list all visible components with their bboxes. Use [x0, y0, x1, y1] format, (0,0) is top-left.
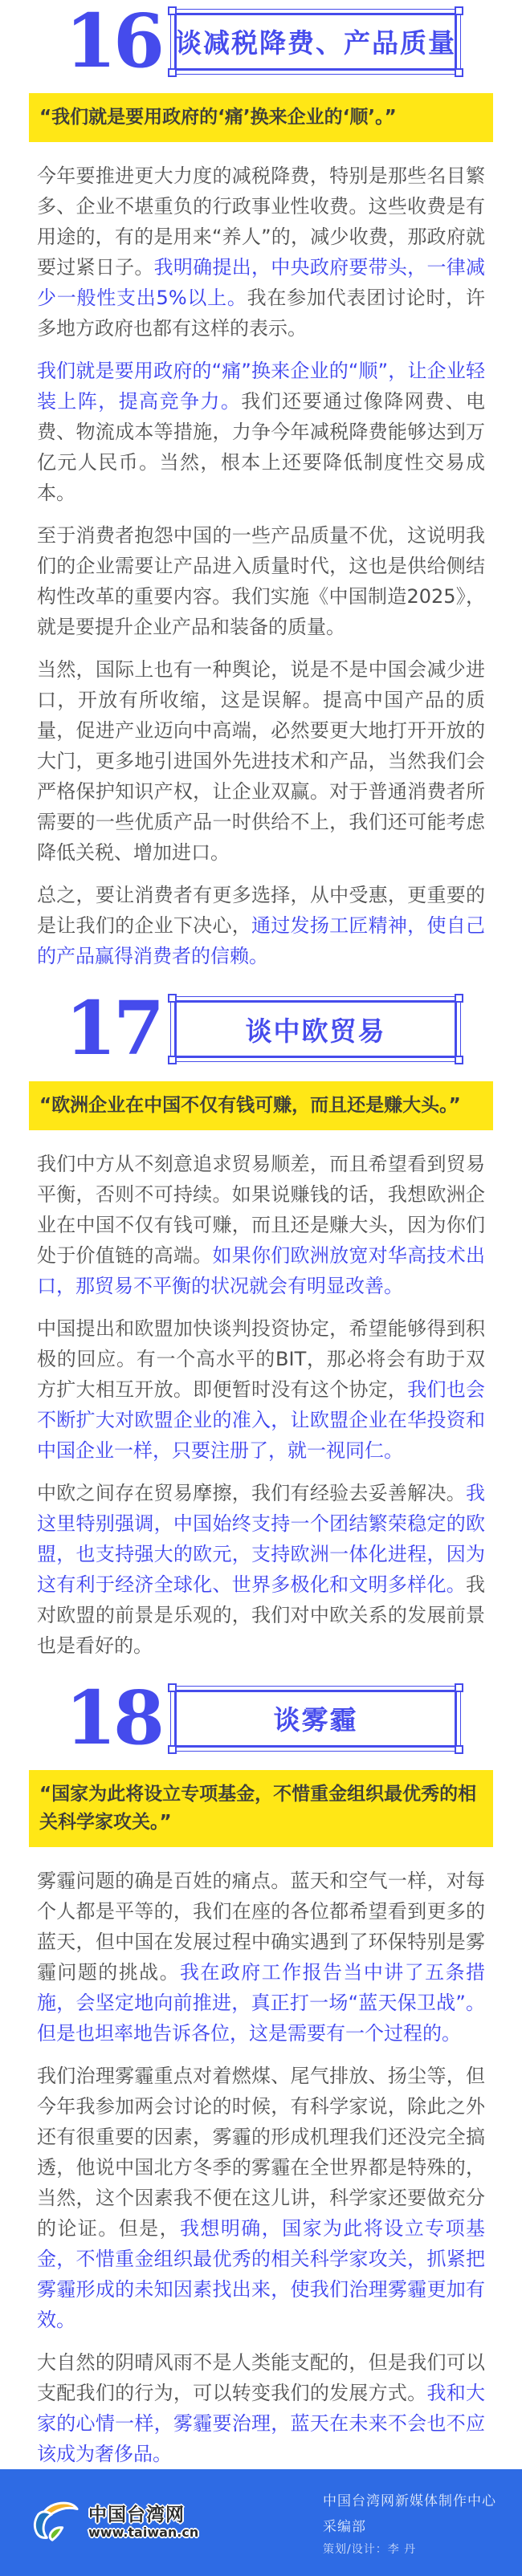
section-16-paragraphs — [0, 161, 522, 971]
emphasis-text-run: 我们也会不断扩大对欧盟企业的准入，让欧盟企业在华投资和中国企业一样，只要注册了，就一视同仁。 — [37, 1378, 486, 1462]
section-16-header — [0, 0, 522, 84]
paragraph — [0, 520, 522, 642]
logo-site-name: 中国台湾网 — [88, 2505, 185, 2526]
body-text-run: 我们治理雾霾重点对着燃煤、尾气排放、扬尘等，但今年我参加两会讨论的时候，有科学家说，除此之外还有很重要的因素，雾霾的形成机理我们还没完全搞透，他说中国北方冬季的雾霾在全世界都是特殊的，当然，这个因素我不便在这儿讲，科学家还要做充分的论证。但是， — [37, 2065, 485, 2240]
section-18-title: 谈雾霾 — [273, 1704, 358, 1736]
emphasis-text-run: 通过发扬工匠精神，使自己的产品赢得消费者的信赖。 — [37, 914, 485, 968]
section-16-quote-banner: “我们就是要用政府的‘痛’换来企业的‘顺’。” — [29, 93, 493, 142]
body-text-run: 当然，国际上也有一种舆论，说是不是中国会减少进口，开放有所收缩，这是误解。提高中国产品的质量，促进产业迈向中高端，必然要更大地打开开放的大门，更多地引进国外先进技术和产品，当然我们会严格保护知识产权，让企业双赢。对于普通消费者所需要的一些优质产品一时供给不上，我们还可能考虑降低关税、增加进口。 — [37, 658, 485, 865]
paragraph — [0, 2061, 522, 2335]
frame-corner-ornament — [455, 994, 463, 1003]
frame-corner-ornament — [455, 1683, 463, 1692]
paragraph — [0, 2347, 522, 2469]
emphasis-text-run: 我在政府工作报告当中讲了五条措施，会坚定地向前推进，真正打一场“蓝天保卫战”。但是也坦率地告诉各位，这是需要有一个过程的。 — [37, 1961, 485, 2045]
section-18-title-frame — [174, 1690, 457, 1748]
section-17 — [0, 985, 522, 1660]
body-text-run: 我们还要通过像降网费、电费、物流成本等措施，力争今年减税降费能够达到万亿元人民币。当然，根本上还要降低制度性交易成本。 — [37, 390, 486, 505]
body-text-run: 中国提出和欧盟加快谈判投资协定，希望能够得到积极的回应。有一个高水平的BIT，那必将会有助于双方扩大相互开放。即便暂时没有这个协定， — [37, 1316, 485, 1401]
paragraph — [0, 1149, 522, 1301]
emphasis-text-run: 我们就是要用政府的“痛”换来企业的“顺”，让企业轻装上阵，提高竞争力。 — [37, 360, 485, 413]
section-16-title: 谈减税降费、产品质量 — [175, 27, 457, 59]
footer-bar — [0, 2469, 522, 2576]
section-17-header — [0, 985, 522, 1072]
frame-corner-ornament — [455, 1745, 463, 1754]
emphasis-text-run: 如果你们欧洲放宽对华高技术出口，那贸易不平衡的状况就会有明显改善。 — [37, 1243, 486, 1297]
body-text-run: 我对欧盟的前景是乐观的，我们对中欧关系的发展前景也是看好的。 — [37, 1573, 485, 1657]
taiwan-logo-icon — [31, 2498, 82, 2548]
paragraph — [0, 654, 522, 868]
logo-text-block — [88, 2505, 198, 2540]
section-17-number: 17 — [64, 985, 162, 1072]
section-18-number: 18 — [64, 1674, 162, 1761]
body-text-run: 我在参加代表团讨论时，许多地方政府也都有这样的表示。 — [37, 287, 485, 340]
frame-corner-ornament — [455, 6, 463, 15]
emphasis-text-run: 我这里特别强调，中国始终支持一个团结繁荣稳定的欧盟，也支持强大的欧元，支持欧洲一体化进程，因为这有利于经济全球化、世界多极化和文明多样化。 — [37, 1481, 485, 1596]
section-16-title-frame — [174, 13, 457, 71]
body-text-run: 雾霾问题的确是百姓的痛点。蓝天和空气一样，对每个人都是平等的，我们在座的各位都希望看到更多的蓝天，但中国在发展过程中确实遇到了环保特别是雾霾问题的挑战。 — [37, 1870, 485, 1984]
frame-corner-ornament — [455, 68, 463, 77]
body-text-run: 至于消费者抱怨中国的一些产品质量不优，这说明我们的企业需要让产品进入质量时代，这也是供给侧结构性改革的重要内容。我们实施《中国制造2025》，就是要提升企业产品和装备的质量。 — [37, 524, 485, 639]
section-18 — [0, 1674, 522, 2469]
section-17-quote-banner: “欧洲企业在中国不仅有钱可赚，而且还是赚大头。” — [29, 1081, 493, 1130]
footer-credits — [323, 2489, 496, 2557]
emphasis-text-run: 我想明确，国家为此将设立专项基金，不惜重金组织最优秀的相关科学家攻关，抓紧把雾霾形成的未知因素找出来，使我们治理雾霾更加有效。 — [37, 2217, 485, 2332]
credit-designer: 策划/设计：李 丹 — [323, 2542, 417, 2556]
frame-corner-ornament — [455, 1056, 463, 1064]
paragraph — [0, 1313, 522, 1466]
emphasis-text-run: 我明确提出，中央政府要带头，一律减少一般性支出5%以上。 — [37, 256, 486, 310]
frame-corner-ornament — [168, 994, 177, 1003]
paragraph — [0, 1866, 522, 2049]
section-16-number: 16 — [64, 0, 162, 84]
section-17-title: 谈中欧贸易 — [245, 1015, 386, 1047]
credit-department: 采编部 — [323, 2518, 366, 2535]
paragraph — [0, 356, 522, 508]
section-17-paragraphs — [0, 1149, 522, 1661]
frame-corner-ornament — [168, 1683, 177, 1692]
body-text-run: 我们中方从不刻意追求贸易顺差，而且希望看到贸易平衡，否则不可持续。如果说赚钱的话，我想欧洲企业在中国不仅有钱可赚，而且还是赚大头，因为你们处于价值链的高端。 — [37, 1152, 485, 1267]
section-16 — [0, 0, 522, 971]
body-text-run: 中欧之间存在贸易摩擦，我们有经验去妥善解决。 — [37, 1481, 466, 1504]
section-18-quote-banner: “国家为此将设立专项基金，不惜重金组织最优秀的相关科学家攻关。” — [29, 1770, 493, 1847]
emphasis-text-run: 我和大家的心情一样，雾霾要治理，蓝天在未来不会也不应该成为奢侈品。 — [37, 2382, 485, 2466]
taiwan-net-logo — [31, 2498, 198, 2548]
frame-corner-ornament — [168, 1745, 177, 1754]
body-text-run: 总之，要让消费者有更多选择，从中受惠，更重要的是让我们的企业下决心， — [37, 884, 485, 938]
paragraph — [0, 161, 522, 344]
section-18-header — [0, 1674, 522, 1761]
frame-corner-ornament — [168, 1056, 177, 1064]
frame-corner-ornament — [168, 6, 177, 15]
body-text-run: 今年要推进更大力度的减税降费，特别是那些名目繁多、企业不堪重负的行政事业性收费。这些收费是有用途的，有的是用来“养人”的，减少收费，那政府就要过紧日子。 — [37, 165, 485, 279]
paragraph — [0, 1478, 522, 1661]
section-17-title-frame — [174, 1000, 457, 1058]
paragraph — [0, 880, 522, 971]
credit-production-center: 中国台湾网新媒体制作中心 — [323, 2493, 496, 2509]
frame-corner-ornament — [168, 68, 177, 77]
body-text-run: 大自然的阴晴风雨不是人类能支配的，但是我们可以支配我们的行为，可以转变我们的发展方式。 — [37, 2351, 485, 2405]
logo-site-url: www.taiwan.cn — [88, 2525, 199, 2541]
section-18-paragraphs — [0, 1866, 522, 2469]
